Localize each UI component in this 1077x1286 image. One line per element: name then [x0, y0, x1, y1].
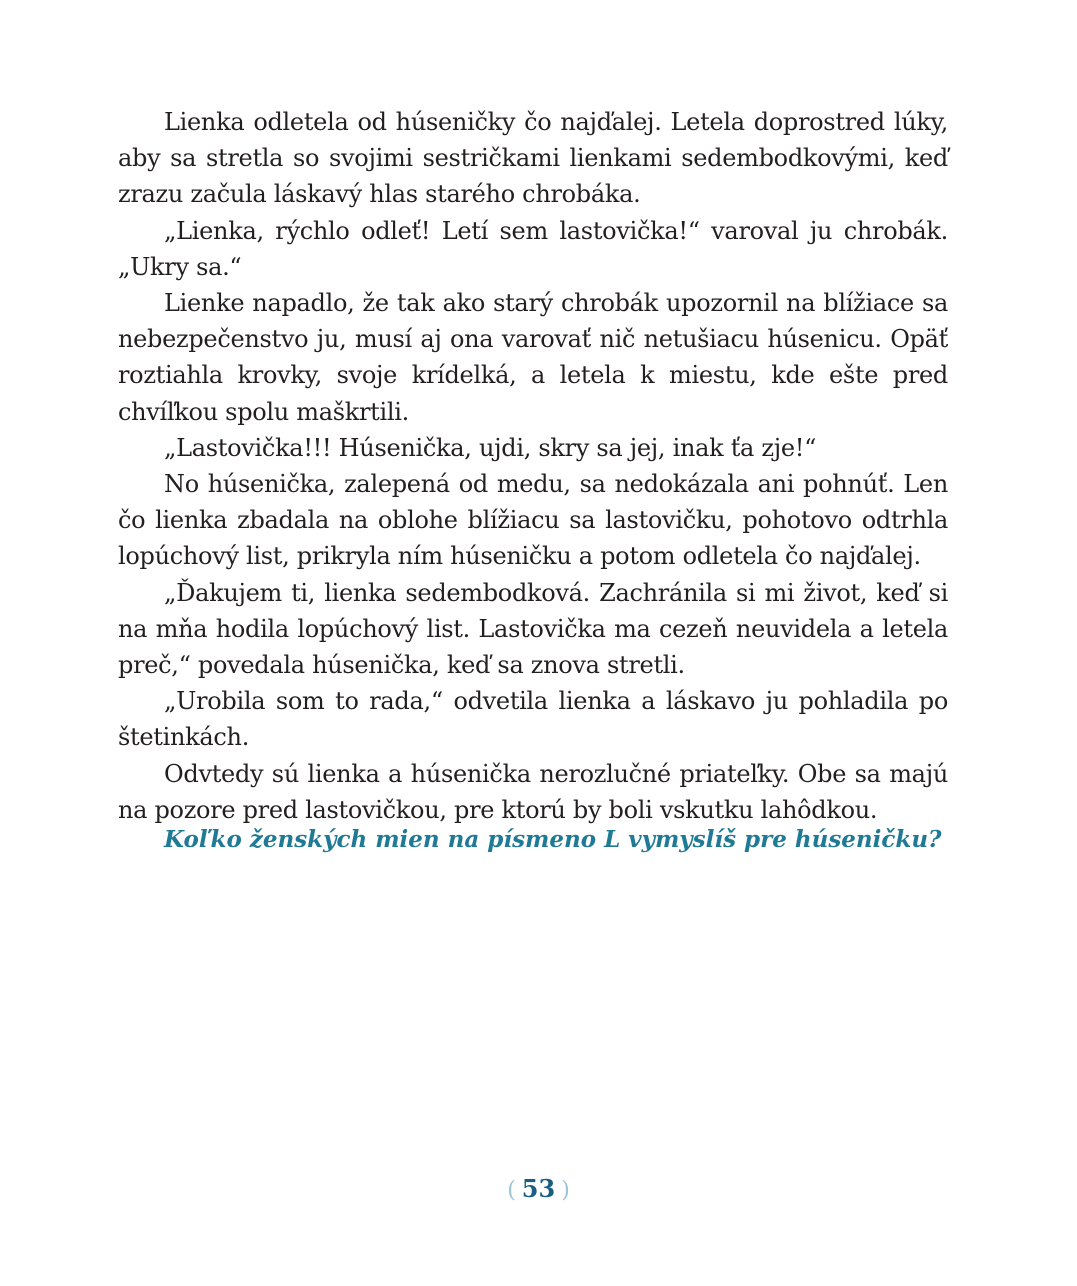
- reading-question: Koľko ženských mien na písmeno L vymyslíš pre húseničku?: [164, 826, 942, 853]
- page-number-right-bracket: ): [561, 1178, 570, 1203]
- story-paragraph-8: Odvtedy sú lienka a húsenička nerozlučné priateľky. Obe sa majú na pozore pred lastovičkou, pre ktorú by boli vskutku lahôdkou.: [118, 759, 948, 824]
- story-paragraph-6: „Ďakujem ti, lienka sedembodková. Zachránila si mi život, keď si na mňa hodila lopúchový list. Lastovička ma cezeň neuvidela a letela preč,“ povedala húsenička, keď sa znova stretli.: [118, 578, 948, 680]
- page-number: [0, 1174, 1077, 1203]
- story-paragraph-5: No húsenička, zalepená od medu, sa nedokázala ani pohnúť. Len čo lienka zbadala na oblohe blížiacu sa lastovičku, pohotovo odtrhla lopúchový list, prikryla ním húseničku a potom odletela čo najďalej.: [118, 470, 948, 571]
- story-paragraph-3: Lienke napadlo, že tak ako starý chrobák upozornil na blížiace sa nebezpečenstvo ju, musí aj ona varovať nič netušiacu húsenicu. Opäť roztiahla krovky, svoje krídelká, a letela k miestu, kde ešte pred chvíľkou spolu maškrtili.: [118, 289, 948, 426]
- story-paragraph-7: „Urobila som to rada,“ odvetila lienka a láskavo ju pohladila po štetinkách.: [118, 687, 948, 752]
- page-number-value: 53: [521, 1174, 556, 1203]
- story-paragraph-4: „Lastovička!!! Húsenička, ujdi, skry sa jej, inak ťa zje!“: [164, 433, 817, 462]
- story-text: [118, 104, 948, 828]
- story-paragraph-2: „Lienka, rýchlo odleť! Letí sem lastovička!“ varoval ju chrobák. „Ukry sa.“: [118, 216, 948, 281]
- page-number-left-bracket: (: [507, 1178, 516, 1203]
- story-paragraph-1: Lienka odletela od húseničky čo najďalej. Letela doprostred lúky, aby sa stretla so svojimi sestričkami lienkami sedembodkovými, keď zrazu začula láskavý hlas starého chrobáka.: [118, 108, 948, 209]
